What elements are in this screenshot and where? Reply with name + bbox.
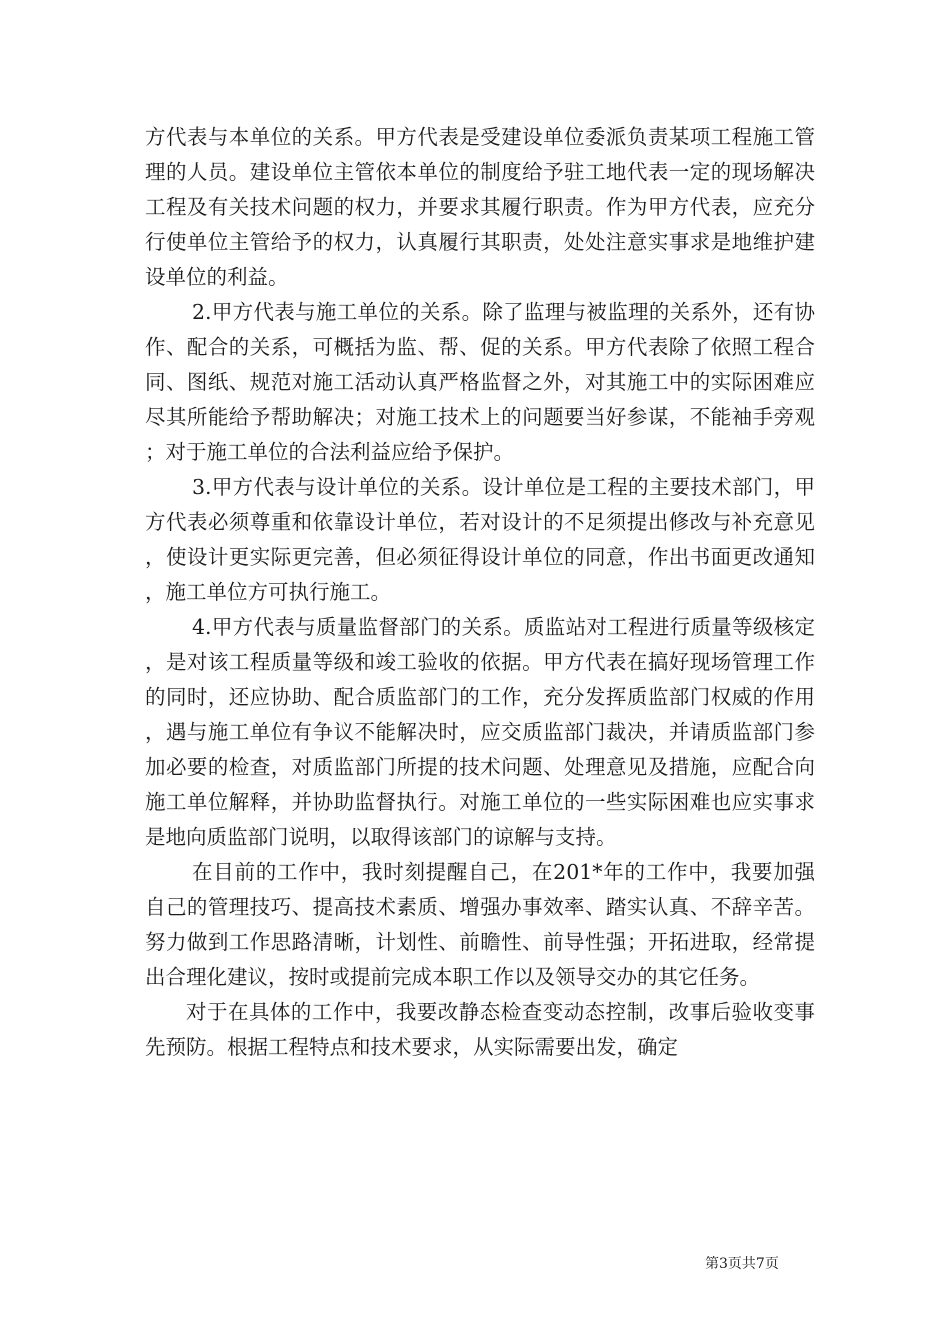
paragraph-1: 方代表与本单位的关系。甲方代表是受建设单位委派负责某项工程施工管理的人员。建设单位主管依本单位的制度给予驻工地代表一定的现场解决工程及有关技术问题的权力，并要求其履行职责。作为甲方代表，应充分行使单位主管给予的权力，认真履行其职责，处处注意实事求是地维护建设单位的利益。 [145, 125, 815, 289]
paragraph-3: 3.甲方代表与设计单位的关系。设计单位是工程的主要技术部门，甲方代表必须尊重和依靠设计单位，若对设计的不足须提出修改与补充意见，使设计更实际更完善，但必须征得设计单位的同意，作出书面更改通知，施工单位方可执行施工。 [145, 475, 815, 604]
paragraph-4: 4.甲方代表与质量监督部门的关系。质监站对工程进行质量等级核定，是对该工程质量等级和竣工验收的依据。甲方代表在搞好现场管理工作的同时，还应协助、配合质监部门的工作，充分发挥质监部门权威的作用，遇与施工单位有争议不能解决时，应交质监部门裁决，并请质监部门参加必要的检查，对质监部门所提的技术问题、处理意见及措施，应配合向施工单位解释，并协助监督执行。对施工单位的一些实际困难也应实事求是地向质监部门说明，以取得该部门的谅解与支持。 [145, 615, 815, 849]
paragraph-6: 对于在具体的工作中，我要改静态检查变动态控制，改事后验收变事先预防。根据工程特点和技术要求，从实际需要出发，确定 [145, 1000, 815, 1059]
paragraph-2: 2.甲方代表与施工单位的关系。除了监理与被监理的关系外，还有协作、配合的关系，可概括为监、帮、促的关系。甲方代表除了依照工程合同、图纸、规范对施工活动认真严格监督之外，对其施工中的实际困难应尽其所能给予帮助解决；对施工技术上的问题要当好参谋，不能袖手旁观；对于施工单位的合法利益应给予保护。 [145, 300, 815, 464]
paragraph-5: 在目前的工作中，我时刻提醒自己，在201*年的工作中，我要加强自己的管理技巧、提高技术素质、增强办事效率、踏实认真、不辞辛苦。努力做到工作思路清晰，计划性、前瞻性、前导性强；开拓进取，经常提出合理化建议，按时或提前完成本职工作以及领导交办的其它任务。 [145, 860, 815, 989]
page-number-footer: 第3页共7页 [705, 1256, 779, 1272]
document-body [145, 120, 815, 1065]
